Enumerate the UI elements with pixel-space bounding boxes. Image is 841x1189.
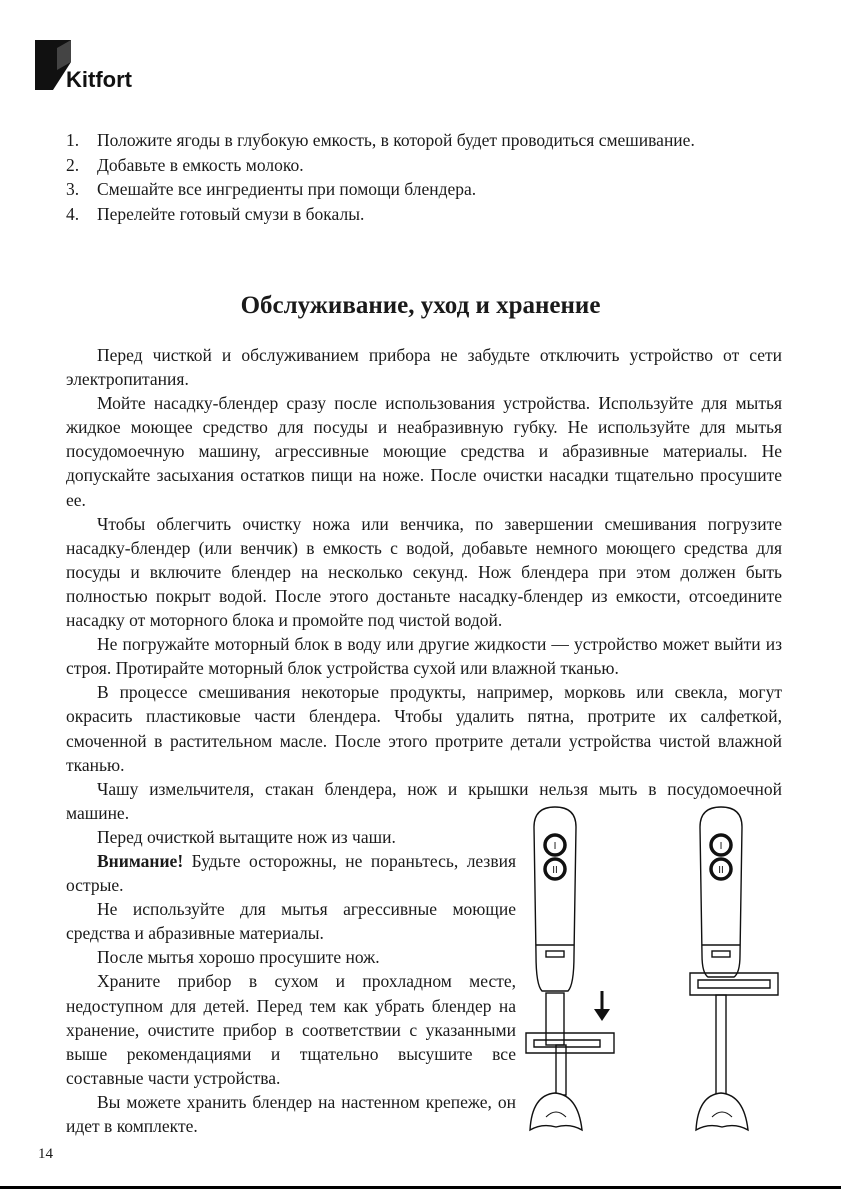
- paragraph: Перед очисткой вытащите нож из чаши.: [97, 826, 396, 847]
- recipe-steps: [66, 128, 786, 226]
- paragraph: Не погружайте моторный блок в воду или другие жидкости — устройство может выйти из строя. Протирайте моторный блок устройства сухой или влажной тканью.: [66, 634, 782, 679]
- page-number: 14: [38, 1146, 53, 1162]
- section-title: Обслуживание, уход и хранение: [240, 292, 601, 319]
- blender-wall-mount-illustration: [520, 805, 790, 1140]
- paragraph: Чтобы облегчить очистку ножа или венчика, по завершении смешивания погрузите насадку-блендер (или венчик) в емкость с водой, добавьте немного моющего средства для посуды и включите блендер на несколько секунд. Нож блендера при этом должен быть полностью покрыт водой. После этого достаньте насадку-блендер из емкости, отсоедините насадку от моторного блока и промойте под чистой водой.: [66, 513, 782, 631]
- paragraph: Не используйте для мытья агрессивные моющие средства и абразивные материалы.: [66, 899, 516, 944]
- warning-label: Внимание!: [97, 850, 184, 871]
- warning-paragraph: Внимание! Будьте осторожны, не пораньтесь, лезвия острые.: [66, 850, 516, 896]
- paragraph: После мытья хорошо просушите нож.: [97, 947, 380, 968]
- paragraph: Перед чисткой и обслуживанием прибора не забудьте отключить устройство от сети электропитания.: [66, 345, 782, 390]
- blender-left: [526, 807, 614, 1130]
- brand-name: Kitfort: [66, 67, 132, 92]
- button-label-2: II: [718, 865, 724, 876]
- paragraph: В процессе смешивания некоторые продукты, например, морковь или свекла, могут окрасить пластиковые части блендера. Чтобы удалить пятна, протрите их салфеткой, смоченной в растительном масле. После этого протрите детали устройства чистой влажной тканью.: [66, 682, 782, 775]
- paragraph: Вы можете хранить блендер на настенном крепеже, он идет в комплекте.: [66, 1091, 516, 1136]
- blender-right: [690, 807, 778, 1130]
- list-item: 2. Добавьте в емкость молоко.: [66, 154, 304, 175]
- down-arrow-icon: [594, 991, 610, 1021]
- list-item: 4. Перелейте готовый смузи в бокалы.: [66, 203, 365, 224]
- list-item: 3. Смешайте все ингредиенты при помощи блендера.: [66, 179, 477, 199]
- paragraph: Чашу измельчителя, стакан блендера, нож и крышки нельзя мыть в посудомоечной машине.: [66, 778, 782, 823]
- button-label-2: II: [552, 865, 558, 876]
- button-label-1: I: [553, 841, 557, 852]
- button-label-1: I: [719, 841, 723, 852]
- paragraph: Храните прибор в сухом и прохладном месте, недоступном для детей. Перед тем как убрать блендер на хранение, очистите прибор в соответствии с указанными выше рекомендациями и тщательно высушите все составные части устройства.: [66, 971, 516, 1088]
- paragraph: Мойте насадку-блендер сразу после использования устройства. Используйте для мытья жидкое моющее средство для посуды и неабразивную губку. Не используйте для мытья посудомоечную машину, агрессивные моющие средства и абразивные материалы. Не допускайте засыхания остатков пищи на ноже. После очистки насадки тщательно просушите ее.: [66, 393, 782, 510]
- list-item: 1. Положите ягоды в глубокую емкость, в которой будет проводиться смешивание.: [66, 130, 695, 150]
